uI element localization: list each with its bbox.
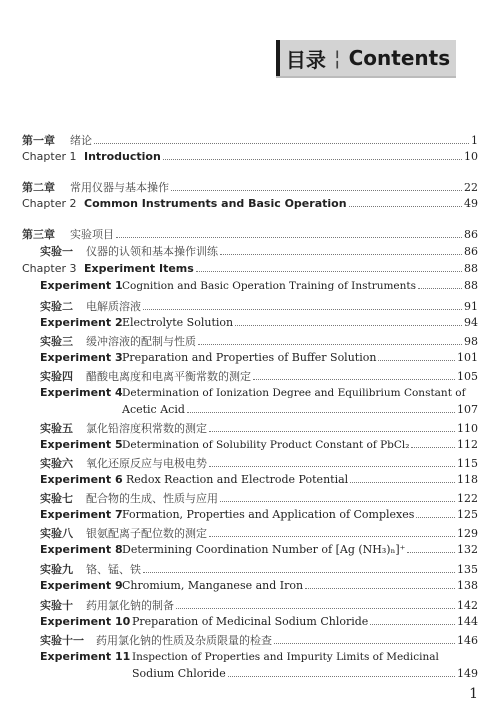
leader-dots: [350, 482, 455, 483]
leader-dots: [171, 190, 462, 191]
toc-exp3-en[interactable]: Experiment 3 Preparation and Properties of Buffer Solution 101: [40, 351, 478, 364]
leader-dots: [418, 288, 462, 289]
toc-exp5-cn[interactable]: 实验五 氯化铅溶度积常数的测定 110: [40, 422, 478, 435]
toc-exp9-cn[interactable]: 实验九 铬、锰、铁 135: [40, 563, 478, 576]
toc-chapter1-en[interactable]: Chapter 1 Introduction 10: [22, 150, 478, 163]
leader-dots: [411, 447, 455, 448]
toc-exp7-cn[interactable]: 实验七 配合物的生成、性质与应用 122: [40, 492, 478, 505]
toc-exp11-en[interactable]: Experiment 11 Inspection of Properties and Impurity Limits of Medicinal: [40, 650, 439, 663]
toc-chapter1-cn[interactable]: 第一章 绪论 1: [22, 134, 478, 147]
leader-dots: [94, 143, 469, 144]
contents-banner: [276, 40, 456, 76]
leader-dots: [274, 643, 455, 644]
toc-chapter3-en[interactable]: Chapter 3 Experiment Items 88: [22, 262, 478, 275]
toc-exp11-cn[interactable]: 实验十一 药用氯化钠的性质及杂质限量的检查 146: [40, 634, 478, 647]
leader-dots: [209, 466, 455, 467]
leader-dots: [220, 254, 462, 255]
leader-dots: [407, 552, 455, 553]
leader-dots: [235, 325, 462, 326]
leader-dots: [198, 344, 462, 345]
toc-exp2-cn[interactable]: 实验二 电解质溶液 91: [40, 300, 478, 313]
toc-exp1-cn[interactable]: 实验一 仪器的认领和基本操作训练 86: [40, 245, 478, 258]
leader-dots: [209, 431, 455, 432]
toc-exp3-cn[interactable]: 实验三 缓冲溶液的配制与性质 98: [40, 335, 478, 348]
leader-dots: [196, 271, 462, 272]
leader-dots: [220, 501, 455, 502]
toc-exp1-en[interactable]: Experiment 1 Cognition and Basic Operation Training of Instruments 88: [40, 279, 478, 292]
leader-dots: [176, 608, 455, 609]
leader-dots: [116, 237, 462, 238]
leader-dots: [370, 624, 455, 625]
toc-exp4-cn[interactable]: 实验四 醋酸电离度和电离平衡常数的测定 105: [40, 370, 478, 383]
toc-exp10-en[interactable]: Experiment 10 Preparation of Medicinal Sodium Chloride 144: [40, 615, 478, 628]
toc-exp8-en[interactable]: Experiment 8 Determining Coordination Number of [Ag (NH₃)ₙ]⁺ 132: [40, 543, 478, 556]
leader-dots: [378, 360, 455, 361]
toc-exp2-en[interactable]: Experiment 2 Electrolyte Solution 94: [40, 316, 478, 329]
leader-dots: [143, 572, 455, 573]
toc-exp7-en[interactable]: Experiment 7 Formation, Properties and Application of Complexes 125: [40, 508, 478, 521]
toc-exp11-en-cont[interactable]: Sodium Chloride 149: [132, 667, 478, 680]
toc-exp8-cn[interactable]: 实验八 银氨配离子配位数的测定 129: [40, 527, 478, 540]
toc-exp4-en[interactable]: Experiment 4 Determination of Ionization Degree and Equilibrium Constant of: [40, 386, 466, 399]
toc-chapter2-en[interactable]: Chapter 2 Common Instruments and Basic Operation 49: [22, 197, 478, 210]
leader-dots: [416, 517, 455, 518]
title-separator: ¦: [333, 46, 341, 70]
toc-exp10-cn[interactable]: 实验十 药用氯化钠的制备 142: [40, 599, 478, 612]
toc-exp6-en[interactable]: Experiment 6 Redox Reaction and Electrode Potential 118: [40, 473, 478, 486]
toc-exp9-en[interactable]: Experiment 9 Chromium, Manganese and Iron 138: [40, 579, 478, 592]
title-en: Contents: [348, 46, 451, 70]
page-number: 1: [469, 686, 478, 702]
toc-exp4-en-cont[interactable]: Acetic Acid 107: [122, 403, 478, 416]
leader-dots: [228, 676, 455, 677]
leader-dots: [305, 588, 455, 589]
leader-dots: [209, 536, 455, 537]
leader-dots: [163, 159, 462, 160]
toc-exp5-en[interactable]: Experiment 5 Determination of Solubility Product Constant of PbCl₂ 112: [40, 438, 478, 451]
title-cn: 目录: [285, 47, 326, 72]
leader-dots: [253, 379, 455, 380]
leader-dots: [187, 412, 455, 413]
toc-exp6-cn[interactable]: 实验六 氧化还原反应与电极电势 115: [40, 457, 478, 470]
leader-dots: [349, 206, 462, 207]
leader-dots: [143, 309, 462, 310]
toc-chapter2-cn[interactable]: 第二章 常用仪器与基本操作 22: [22, 181, 478, 194]
toc-chapter3-cn[interactable]: 第三章 实验项目 86: [22, 228, 478, 241]
